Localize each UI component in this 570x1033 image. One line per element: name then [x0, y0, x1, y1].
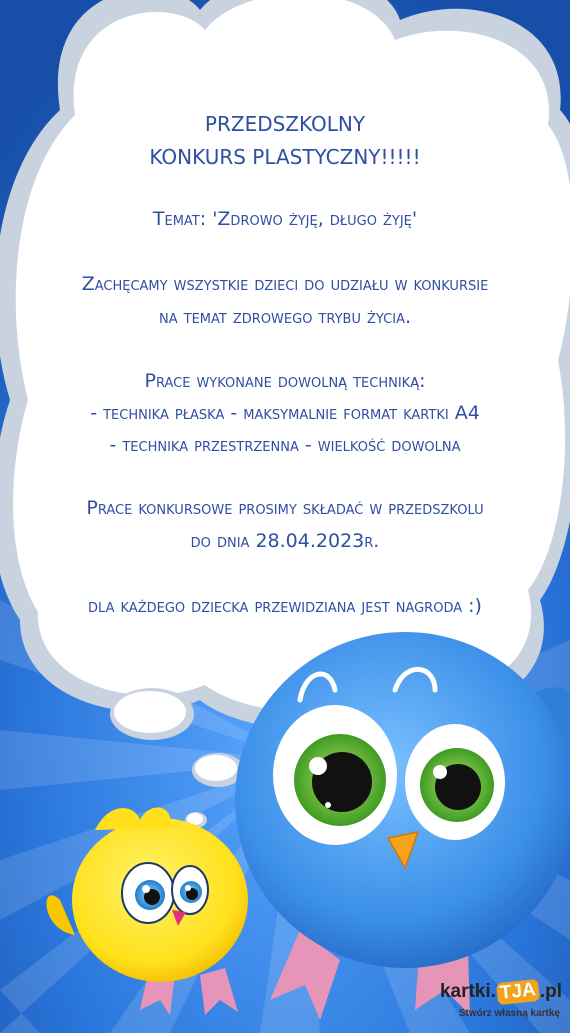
deadline-line-2: do dnia 28.04.2023r.	[190, 530, 380, 552]
prize-text: dla każdego dziecka przewidziana jest nagroda :)	[88, 595, 482, 617]
brand-logo-text	[440, 981, 562, 1003]
brand-prefix: kartki.	[439, 981, 496, 1002]
title-line-1: PRZEDSZKOLNY	[204, 112, 366, 136]
deadline-line-1: Prace konkursowe prosimy składać w przedszkolu	[86, 497, 484, 519]
invite-line-1: Zachęcamy wszystkie dzieci do udziału w konkursie	[81, 273, 489, 295]
brand-tagline: Stwórz własną kartkę	[458, 1008, 560, 1019]
invite-line-2: na temat zdrowego trybu życia.	[158, 306, 412, 328]
brand-highlight: TJA	[496, 979, 540, 1005]
brand-suffix: .pl	[539, 981, 562, 1002]
technique-spatial: - technika przestrzenna - wielkość dowolna	[109, 434, 461, 456]
technique-flat: - technika płaska - maksymalnie format kartki A4	[90, 402, 480, 424]
technique-heading: Prace wykonane dowolną techniką:	[144, 370, 426, 392]
title-line-2: KONKURS PLASTYCZNY!!!!!	[149, 145, 421, 169]
theme-text: Temat: 'Zdrowo żyję, długo żyję'	[152, 208, 418, 230]
kartki-tja-logo-icon[interactable]	[436, 977, 566, 1031]
